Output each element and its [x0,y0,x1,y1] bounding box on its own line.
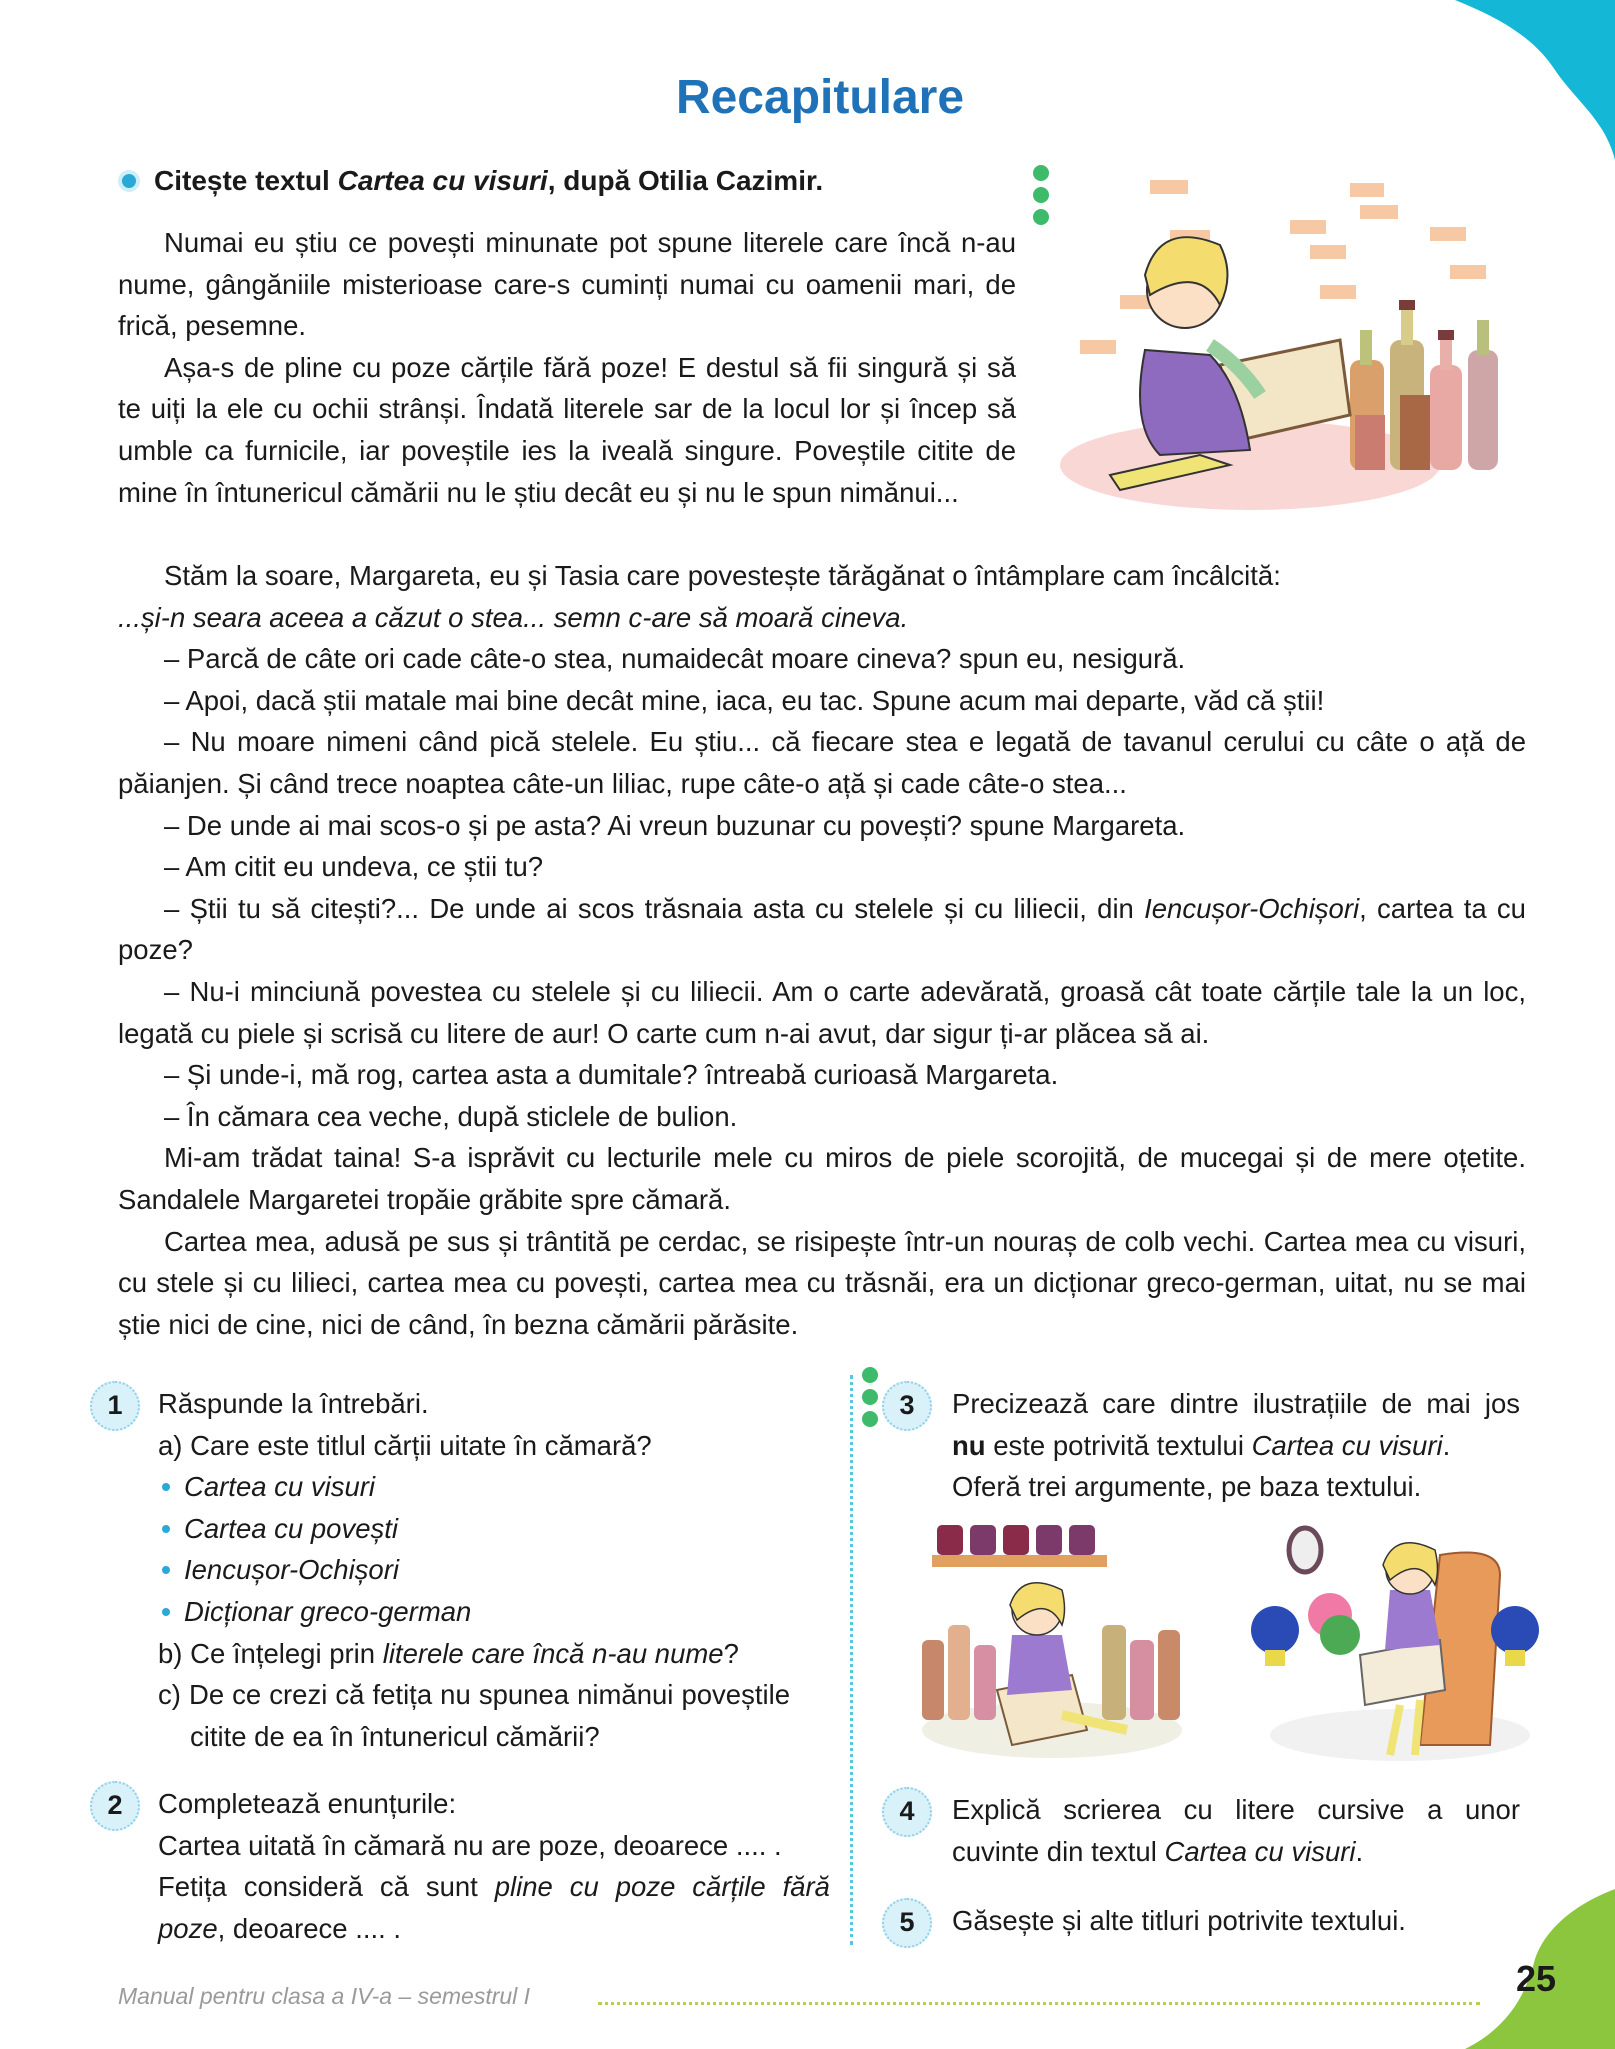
text-segment: ? [723,1637,739,1669]
text-segment: – Apoi, dacă știi matale mai bine decât mine, iaca, eu tac. Spune acum mai departe, văd că știi! [164,684,1325,716]
exercise-4 [860,1789,1520,1872]
text-segment: , deoarece .... . [217,1912,402,1944]
option-text: Cartea cu povești [184,1512,398,1544]
girl-reading-illustration [1050,165,1530,515]
exercise-1 [90,1383,790,1757]
story-paragraph [118,1096,1526,1138]
instruction-text [154,165,823,197]
exercise-title: Completează enunțurile: [158,1788,457,1819]
text-segment: – Parcă de câte ori cade câte-o stea, numaidecât moare cineva? spun eu, nesigură. [164,643,1186,675]
girl-in-armchair-illustration [1250,1515,1540,1765]
text-segment: – De unde ai mai scos-o și pe asta? Ai vreun buzunar cu povești? spune Margareta. [164,809,1186,841]
question-c: c) De ce crezi că fetița nu spunea nimănui poveștile citite de ea în întunericul cămării? [158,1679,790,1752]
story-paragraph [118,805,1526,847]
exercise-text [952,1789,1520,1872]
page-title: Recapitulare [675,71,965,124]
story-paragraph [118,597,1526,639]
exercise-text-2: Oferă trei argumente, pe baza textului. [952,1471,1422,1503]
italic-text: pline cu poze cărțile fără poze [158,1871,830,1944]
text-segment: – În cămara cea veche, după sticlele de bulion. [164,1100,738,1132]
exercise-5 [860,1900,1520,1942]
reading-instruction [122,165,823,197]
answer-option [162,1549,790,1591]
italic-text: Cartea cu visuri [1164,1835,1356,1867]
green-dots-icon [1033,165,1049,225]
option-text: Dicționar greco-german [184,1595,472,1627]
footer-divider [598,2002,1480,2005]
exercise-number-badge: 3 [882,1381,932,1431]
text-segment: , cartea ta cu poze? [118,892,1526,966]
text-segment: – Am citit eu undeva, ce știi tu? [164,851,544,883]
girl-in-pantry-illustration [912,1515,1192,1760]
story-paragraph [118,721,1526,804]
exercise-title: Răspunde la întrebări. [158,1388,429,1419]
italic-text: literele care încă n-au nume [382,1637,724,1669]
footer-text: Manual pentru clasa a IV-a – semestrul I [118,1983,531,2009]
story-paragraph [118,1137,1526,1220]
story-paragraph [118,846,1526,888]
italic-text: ...și-n seara aceea a căzut o stea... semn c-are să moară cineva. [118,601,909,633]
question-b [158,1633,790,1675]
sentence-1: Cartea uitată în cămară nu are poze, deoarece .... . [158,1829,782,1861]
exercise-number-badge: 4 [882,1787,932,1837]
answer-option [162,1466,790,1508]
exercise-3 [860,1383,1520,1508]
text-segment: b) Ce înțelegi prin [158,1637,383,1669]
bullet-icon [162,1608,170,1616]
story-paragraph [118,638,1526,680]
text-segment: este potrivită textului [985,1429,1252,1461]
column-divider [850,1375,853,1945]
exercise-number-badge: 1 [90,1381,140,1431]
page-number: 25 [1516,1958,1557,1999]
text-segment: Numai eu știu ce povești minunate pot spune literele care încă n-au nume, gângăniile misterioase care-s cuminți numai cu oamenii mari, de frică, pesemne. [118,227,1016,342]
bold-text: nu [952,1429,986,1461]
text-segment: Fetița consideră că sunt [158,1871,495,1903]
text-segment: . [1442,1429,1451,1461]
question-a: a) Care este titlul cărții uitate în cămară? [158,1429,652,1461]
option-text: Iencușor-Ochișori [184,1554,399,1586]
story-text-part-1 [118,222,1016,513]
text-segment: – Și unde-i, mă rog, cartea asta a dumitale? întreabă curioasă Margareta. [164,1059,1059,1091]
bullet-icon [122,174,136,188]
italic-text: Cartea cu visuri [337,165,548,196]
text-segment: Explică scrierea cu litere cursive a unor cuvinte din textul [952,1794,1520,1867]
story-text-part-2 [118,555,1526,1345]
exercise-number-badge: 2 [90,1781,140,1831]
answer-option [162,1591,790,1633]
text-segment: – Nu-i minciună povestea cu stelele și cu liliecii. Am o carte adevărată, groasă cât toate cărțile tale la un loc, legată cu piele și scrisă cu litere de aur! O carte cum n-ai avut, dar sigur ți-ar plăcea să ai. [118,975,1526,1049]
italic-text: Cartea cu visuri [1251,1429,1443,1461]
story-paragraph [118,680,1526,722]
story-paragraph [118,347,1016,513]
exercise-text: Găsește și alte titluri potrivite textului. [952,1905,1406,1936]
text-segment: Cartea mea, adusă pe sus și trântită pe cerdac, se risipește într-un nouraș de colb vechi. Cartea mea cu visuri, cu stele și cu lilieci, cartea mea cu povești, cartea mea cu trăsnăi, era un dicționar greco-german, uitat, nu se mai știe nici de cine, nici de când, în bezna cămării părăsite. [118,1225,1526,1340]
text-segment: – Știi tu să citești?... De unde ai scos trăsnaia asta cu stelele și cu liliecii, din [164,892,1145,924]
italic-text: Iencușor-Ochișori [1144,892,1360,924]
story-paragraph [118,555,1526,597]
text-segment: . [1355,1835,1364,1867]
bullet-icon [162,1566,170,1574]
exercise-2 [90,1783,830,1949]
answer-option [162,1508,790,1550]
story-paragraph [118,971,1526,1054]
bullet-icon [162,1483,170,1491]
option-text: Cartea cu visuri [184,1471,376,1503]
text-segment: Așa-s de pline cu poze cărțile fără poze! E destul să fii singură și să te uiți la ele cu ochii strânși. Îndată literele sar de la locul lor și încep să umble ca furnicile, iar poveștile ies la iveală singure. Poveștile citite de mine în întunericul cămării nu le știu decât eu și nu le spun nimănui... [118,351,1016,508]
text-segment: Precizează care dintre ilustrațiile de mai jos [952,1388,1520,1419]
text-segment: Citește textul [154,165,338,196]
story-paragraph [118,222,1016,347]
story-paragraph [118,888,1526,971]
story-paragraph [118,1054,1526,1096]
text-segment: Stăm la soare, Margareta, eu și Tasia care povestește tărăgănat o întâmplare cam încâlcită: [164,560,1281,591]
exercise-number-badge: 5 [882,1898,932,1948]
text-segment: Mi-am trădat taina! S-a isprăvit cu lecturile mele cu miros de piele scorojită, de mucegai și de mere oțetite. Sandalele Margaretei tropăie grăbite spre cămară. [118,1142,1526,1215]
story-paragraph [118,1221,1526,1346]
sentence-2 [158,1866,830,1949]
text-segment: – Nu moare nimeni când pică stelele. Eu știu... că fiecare stea e legată de tavanul cerului cu câte o ață de păianjen. Și când trece noaptea câte-un liliac, rupe câte-o ață și cade câte-o stea... [118,726,1526,799]
bullet-icon [162,1525,170,1533]
exercise-text [952,1383,1520,1466]
text-segment: , după Otilia Cazimir. [547,165,824,196]
